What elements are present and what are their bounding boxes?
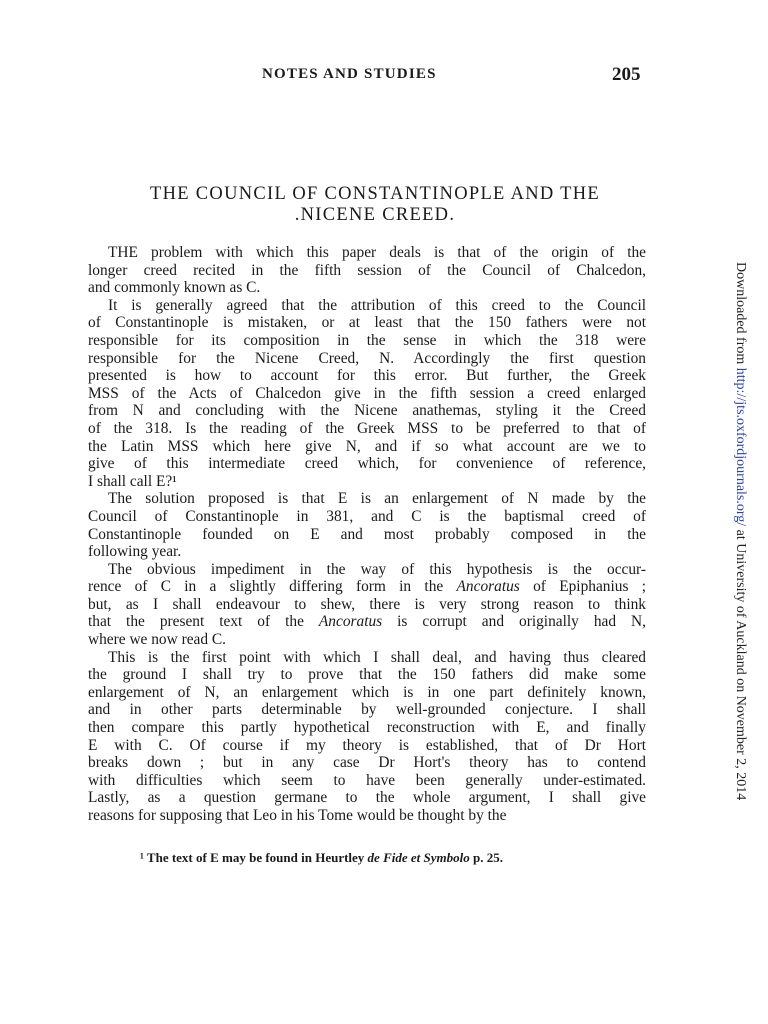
article-title (60, 184, 690, 226)
text-line: of Constantinople is mistaken, or at least that the 150 fathers were not (88, 314, 646, 332)
text-line: rence of C in a slightly differing form in the Ancoratus of Epiphanius ; (88, 578, 647, 596)
text-line: I shall call E?¹ (88, 472, 177, 490)
text-line: the ground I shall try to prove that the 150 fathers did make some (88, 666, 646, 684)
text-line: This is the first point with which I shall deal, and having thus cleared (108, 648, 646, 666)
text-line: where we now read C. (88, 631, 227, 649)
text-line: breaks down ; but in any case Dr Hort's theory has to contend (88, 754, 646, 772)
text-line: but, as I shall endeavour to shew, there is very strong reason to think (88, 595, 646, 613)
text-line: of the 318. Is the reading of the Greek MSS to be preferred to that of (88, 419, 646, 437)
text-line: The obvious impediment in the way of this hypothesis is the occur- (108, 560, 646, 578)
text-line: from N and concluding with the Nicene anathemas, styling it the Creed (88, 402, 646, 420)
text-line: following year. (88, 543, 182, 561)
text-line: THE problem with which this paper deals is that of the origin of the (108, 244, 646, 261)
body-text (88, 244, 646, 825)
text-line: and commonly known as C. (88, 279, 261, 297)
footnote: ¹ The text of E may be found in Heurtley de Fide et Symbolo p. 25. (140, 850, 503, 865)
text-line: Constantinople founded on E and most probably composed in the (88, 525, 646, 543)
text-line: longer creed recited in the fifth session of the Council of Chalcedon, (88, 261, 646, 279)
article-title-line-1: THE COUNCIL OF CONSTANTINOPLE AND THE (149, 184, 600, 204)
text-line: responsible for its composition in the sense in which the 318 were (88, 331, 646, 349)
text-line: that the present text of the Ancoratus is corrupt and originally had N, (88, 613, 646, 631)
paragraph (88, 490, 646, 560)
text-line: presented is how to account for this error. But further, the Greek (88, 367, 646, 385)
text-line: then compare this partly hypothetical reconstruction with E, and finally (88, 719, 646, 737)
text-line: Council of Constantinople in 381, and C is the baptismal creed of (88, 507, 646, 525)
paragraph (88, 649, 646, 825)
text-line: It is generally agreed that the attribution of this creed to the Council (108, 296, 646, 314)
text-line: give of this intermediate creed which, for convenience of reference, (88, 455, 646, 473)
text-line: enlargement of N, an enlargement which is in one part definitely known, (88, 683, 646, 701)
article-title-line-2: .NICENE CREED. (294, 205, 456, 225)
watermark-link[interactable]: http://jts.oxfordjournals.org/ (733, 367, 748, 527)
page-number: 205 (612, 64, 641, 85)
paragraph (88, 244, 646, 297)
text-line: reasons for supposing that Leo in his Tome would be thought by the (88, 807, 507, 824)
text-line: with difficulties which seem to have been generally under-estimated. (88, 771, 646, 789)
text-line: MSS of the Acts of Chalcedon give in the fifth session a creed enlarged (88, 384, 646, 402)
paragraph (88, 297, 646, 491)
paragraph (88, 561, 646, 649)
download-watermark (724, 262, 758, 801)
text-line: responsible for the Nicene Creed, N. Accordingly the first question (88, 349, 646, 367)
text-line: The solution proposed is that E is an enlargement of N made by the (108, 490, 646, 508)
text-line: and in other parts determinable by well-grounded conjecture. I shall (88, 701, 646, 719)
text-line: E with C. Of course if my theory is established, that of Dr Hort (88, 736, 646, 754)
text-line: the Latin MSS which here give N, and if so what account are we to (88, 437, 646, 455)
running-head (0, 66, 768, 88)
watermark-prefix: Downloaded from (733, 262, 748, 368)
text-line: Lastly, as a question germane to the whole argument, I shall give (88, 789, 646, 807)
running-title: NOTES AND STUDIES (262, 66, 437, 82)
watermark-suffix: at University of Auckland on November 2, 2014 (733, 526, 748, 801)
